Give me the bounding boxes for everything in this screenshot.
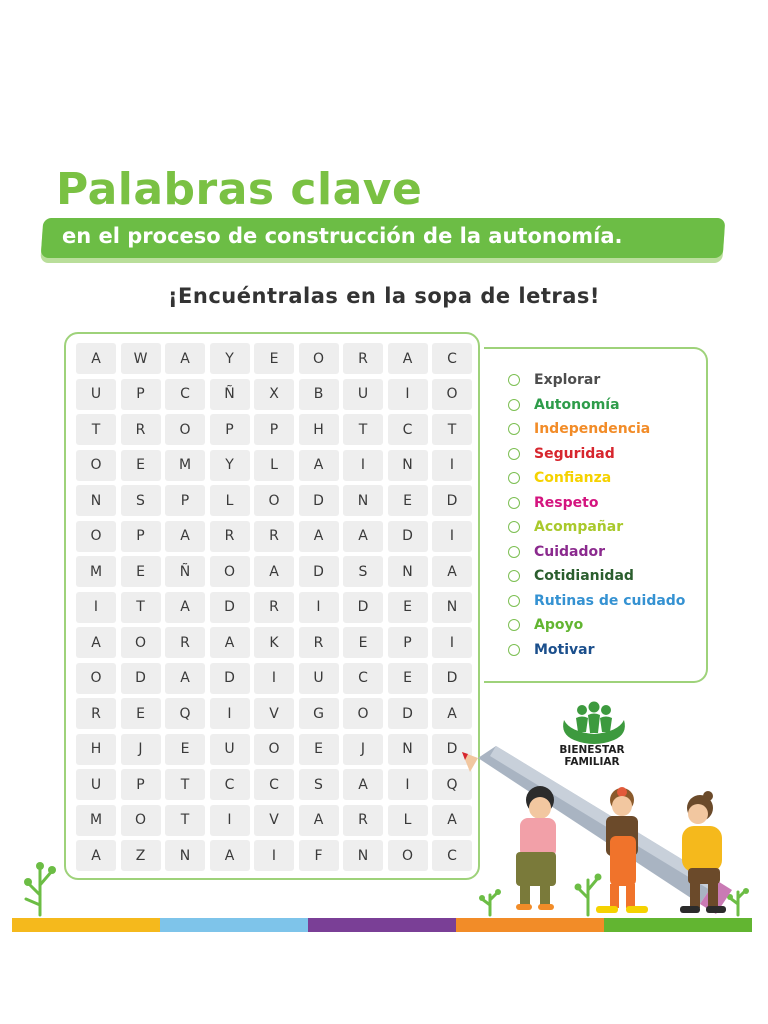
- grid-cell[interactable]: V: [254, 805, 294, 836]
- grid-cell[interactable]: N: [388, 734, 428, 765]
- grid-cell[interactable]: I: [210, 805, 250, 836]
- grid-cell[interactable]: U: [210, 734, 250, 765]
- grid-cell[interactable]: I: [388, 769, 428, 800]
- grid-cell[interactable]: D: [432, 485, 472, 516]
- grid-cell[interactable]: C: [165, 379, 205, 410]
- grid-cell[interactable]: R: [254, 521, 294, 552]
- grid-cell[interactable]: U: [299, 663, 339, 694]
- grid-cell[interactable]: P: [254, 414, 294, 445]
- grid-cell[interactable]: I: [210, 698, 250, 729]
- grid-cell[interactable]: D: [432, 663, 472, 694]
- word-label: Cuidador: [534, 543, 606, 560]
- grid-cell[interactable]: I: [76, 592, 116, 623]
- grid-cell[interactable]: D: [210, 592, 250, 623]
- children-carrying-pencil-illustration: [0, 740, 768, 940]
- grid-cell[interactable]: C: [254, 769, 294, 800]
- grid-cell[interactable]: N: [165, 840, 205, 871]
- checkbox-circle-icon[interactable]: [508, 497, 520, 509]
- grid-cell[interactable]: N: [343, 840, 383, 871]
- grid-cell[interactable]: V: [254, 698, 294, 729]
- grid-cell[interactable]: T: [343, 414, 383, 445]
- word-list-item: [508, 491, 685, 516]
- grid-cell[interactable]: A: [210, 627, 250, 658]
- grid-cell[interactable]: J: [121, 734, 161, 765]
- grid-cell[interactable]: D: [388, 698, 428, 729]
- grid-cell[interactable]: A: [388, 343, 428, 374]
- grid-cell[interactable]: N: [388, 556, 428, 587]
- grid-cell[interactable]: R: [254, 592, 294, 623]
- grid-cell[interactable]: M: [76, 805, 116, 836]
- page-title: Palabras clave: [56, 164, 423, 215]
- word-list-item: [508, 515, 685, 540]
- grid-cell[interactable]: D: [343, 592, 383, 623]
- grid-cell[interactable]: E: [121, 698, 161, 729]
- grid-cell[interactable]: I: [432, 450, 472, 481]
- grid-cell[interactable]: M: [76, 556, 116, 587]
- checkbox-circle-icon[interactable]: [508, 546, 520, 558]
- grid-cell[interactable]: M: [165, 450, 205, 481]
- grid-cell[interactable]: Ñ: [165, 556, 205, 587]
- word-label: Motivar: [534, 641, 595, 658]
- grid-cell[interactable]: D: [121, 663, 161, 694]
- grid-cell[interactable]: O: [254, 485, 294, 516]
- checkbox-circle-icon[interactable]: [508, 521, 520, 533]
- word-label: Independencia: [534, 421, 651, 438]
- grid-cell[interactable]: P: [121, 769, 161, 800]
- grid-cell[interactable]: Q: [432, 769, 472, 800]
- grid-cell[interactable]: I: [432, 521, 472, 552]
- checkbox-circle-icon[interactable]: [508, 423, 520, 435]
- grid-cell[interactable]: L: [254, 450, 294, 481]
- grid-cell[interactable]: A: [165, 343, 205, 374]
- word-label: Confianza: [534, 470, 612, 487]
- grid-cell[interactable]: E: [388, 663, 428, 694]
- grid-cell[interactable]: A: [432, 556, 472, 587]
- grid-cell[interactable]: W: [121, 343, 161, 374]
- stripe-segment: [308, 918, 456, 932]
- grid-cell[interactable]: Y: [210, 450, 250, 481]
- grid-cell[interactable]: I: [254, 663, 294, 694]
- grid-cell[interactable]: E: [388, 485, 428, 516]
- grid-cell[interactable]: A: [343, 769, 383, 800]
- checkbox-circle-icon[interactable]: [508, 619, 520, 631]
- word-list-item: [508, 442, 685, 467]
- grid-cell[interactable]: T: [432, 414, 472, 445]
- grid-cell[interactable]: O: [388, 840, 428, 871]
- grid-cell[interactable]: L: [210, 485, 250, 516]
- grid-cell[interactable]: G: [299, 698, 339, 729]
- word-list-item: [508, 540, 685, 565]
- grid-cell[interactable]: Ñ: [210, 379, 250, 410]
- grid-cell[interactable]: E: [343, 627, 383, 658]
- grid-cell[interactable]: F: [299, 840, 339, 871]
- word-list-item: [508, 393, 685, 418]
- grid-cell[interactable]: P: [388, 627, 428, 658]
- checkbox-circle-icon[interactable]: [508, 595, 520, 607]
- grid-cell[interactable]: K: [254, 627, 294, 658]
- word-list-item: [508, 613, 685, 638]
- word-label: Rutinas de cuidado: [534, 592, 686, 609]
- word-list-item: [508, 466, 685, 491]
- grid-cell[interactable]: O: [121, 805, 161, 836]
- grid-cell[interactable]: J: [343, 734, 383, 765]
- grid-cell[interactable]: C: [210, 769, 250, 800]
- grid-cell[interactable]: R: [165, 627, 205, 658]
- grid-cell[interactable]: P: [121, 379, 161, 410]
- grid-cell[interactable]: P: [210, 414, 250, 445]
- grid-cell[interactable]: D: [210, 663, 250, 694]
- grid-cell[interactable]: D: [388, 521, 428, 552]
- grid-cell[interactable]: A: [343, 521, 383, 552]
- grid-cell[interactable]: R: [76, 698, 116, 729]
- child-figure-1: [516, 786, 556, 910]
- word-label: Explorar: [534, 372, 601, 389]
- checkbox-circle-icon[interactable]: [508, 374, 520, 386]
- checkbox-circle-icon[interactable]: [508, 448, 520, 460]
- grid-cell[interactable]: A: [299, 450, 339, 481]
- stripe-segment: [456, 918, 604, 932]
- grid-cell[interactable]: T: [121, 592, 161, 623]
- grid-cell[interactable]: I: [388, 379, 428, 410]
- grid-cell[interactable]: I: [299, 592, 339, 623]
- grid-cell[interactable]: X: [254, 379, 294, 410]
- grid-cell[interactable]: T: [165, 805, 205, 836]
- stripe-segment: [604, 918, 752, 932]
- checkbox-circle-icon[interactable]: [508, 570, 520, 582]
- grid-cell[interactable]: A: [76, 343, 116, 374]
- grid-cell[interactable]: O: [76, 663, 116, 694]
- grid-cell[interactable]: A: [165, 521, 205, 552]
- grid-cell[interactable]: N: [343, 485, 383, 516]
- grid-cell[interactable]: O: [76, 450, 116, 481]
- grid-cell[interactable]: R: [343, 805, 383, 836]
- grid-cell[interactable]: A: [254, 556, 294, 587]
- grid-cell[interactable]: A: [299, 521, 339, 552]
- word-list-item: [508, 638, 685, 663]
- grid-cell[interactable]: A: [299, 805, 339, 836]
- grid-cell[interactable]: I: [432, 627, 472, 658]
- grid-cell[interactable]: A: [210, 840, 250, 871]
- grid-cell[interactable]: C: [343, 663, 383, 694]
- grid-cell[interactable]: Q: [165, 698, 205, 729]
- grid-cell[interactable]: T: [76, 414, 116, 445]
- grid-cell[interactable]: H: [76, 734, 116, 765]
- logo-wordmark: BIENESTAR FAMILIAR: [559, 744, 625, 768]
- stripe-segment: [12, 918, 160, 932]
- grid-cell[interactable]: A: [165, 592, 205, 623]
- grid-cell[interactable]: U: [343, 379, 383, 410]
- grid-cell[interactable]: D: [299, 556, 339, 587]
- grid-cell[interactable]: B: [299, 379, 339, 410]
- instructions-heading: ¡Encuéntralas en la sopa de letras!: [167, 284, 600, 308]
- grid-cell[interactable]: H: [299, 414, 339, 445]
- grid-cell[interactable]: R: [121, 414, 161, 445]
- grid-cell[interactable]: I: [254, 840, 294, 871]
- grid-cell[interactable]: E: [254, 343, 294, 374]
- grid-cell[interactable]: Y: [210, 343, 250, 374]
- grid-cell[interactable]: I: [343, 450, 383, 481]
- grid-cell[interactable]: P: [121, 521, 161, 552]
- grid-cell[interactable]: O: [165, 414, 205, 445]
- checkbox-circle-icon[interactable]: [508, 644, 520, 656]
- grid-cell[interactable]: E: [165, 734, 205, 765]
- checkbox-circle-icon[interactable]: [508, 472, 520, 484]
- grid-cell[interactable]: A: [76, 840, 116, 871]
- word-list: [508, 368, 685, 662]
- grid-cell[interactable]: A: [165, 663, 205, 694]
- checkbox-circle-icon[interactable]: [508, 399, 520, 411]
- grid-cell[interactable]: S: [343, 556, 383, 587]
- grid-cell[interactable]: D: [432, 734, 472, 765]
- subtitle-text: en el proceso de construcción de la autonomía.: [62, 224, 623, 248]
- grid-cell[interactable]: R: [210, 521, 250, 552]
- word-label: Acompañar: [534, 519, 624, 536]
- grid-cell[interactable]: P: [165, 485, 205, 516]
- grid-cell[interactable]: A: [432, 698, 472, 729]
- word-list-item: [508, 368, 685, 393]
- grid-cell[interactable]: U: [76, 379, 116, 410]
- grid-cell[interactable]: Z: [121, 840, 161, 871]
- grid-cell[interactable]: E: [121, 450, 161, 481]
- grid-cell[interactable]: R: [343, 343, 383, 374]
- grid-cell[interactable]: C: [432, 343, 472, 374]
- word-list-item: [508, 417, 685, 442]
- grid-cell[interactable]: N: [432, 592, 472, 623]
- grid-cell[interactable]: E: [299, 734, 339, 765]
- grid-cell[interactable]: O: [299, 343, 339, 374]
- grid-cell[interactable]: O: [343, 698, 383, 729]
- word-label: Respeto: [534, 494, 599, 511]
- grid-cell[interactable]: N: [76, 485, 116, 516]
- grid-cell[interactable]: T: [165, 769, 205, 800]
- grid-cell[interactable]: U: [76, 769, 116, 800]
- grid-cell[interactable]: O: [210, 556, 250, 587]
- grid-cell[interactable]: C: [388, 414, 428, 445]
- grid-cell[interactable]: S: [121, 485, 161, 516]
- grid-cell[interactable]: O: [76, 521, 116, 552]
- grid-cell[interactable]: N: [388, 450, 428, 481]
- grid-cell[interactable]: A: [76, 627, 116, 658]
- word-list-item: [508, 564, 685, 589]
- word-label: Apoyo: [534, 617, 584, 634]
- word-label: Autonomía: [534, 396, 620, 413]
- grid-cell[interactable]: R: [299, 627, 339, 658]
- stripe-segment: [160, 918, 308, 932]
- grid-cell[interactable]: E: [388, 592, 428, 623]
- word-list-item: [508, 589, 685, 614]
- word-label: Cotidianidad: [534, 568, 634, 585]
- grid-cell[interactable]: O: [432, 379, 472, 410]
- grid-cell[interactable]: S: [299, 769, 339, 800]
- word-label: Seguridad: [534, 445, 615, 462]
- grid-cell[interactable]: C: [432, 840, 472, 871]
- grid-cell[interactable]: D: [299, 485, 339, 516]
- grid-cell[interactable]: L: [388, 805, 428, 836]
- grid-cell[interactable]: O: [254, 734, 294, 765]
- grid-cell[interactable]: O: [121, 627, 161, 658]
- grid-cell[interactable]: E: [121, 556, 161, 587]
- grid-cell[interactable]: A: [432, 805, 472, 836]
